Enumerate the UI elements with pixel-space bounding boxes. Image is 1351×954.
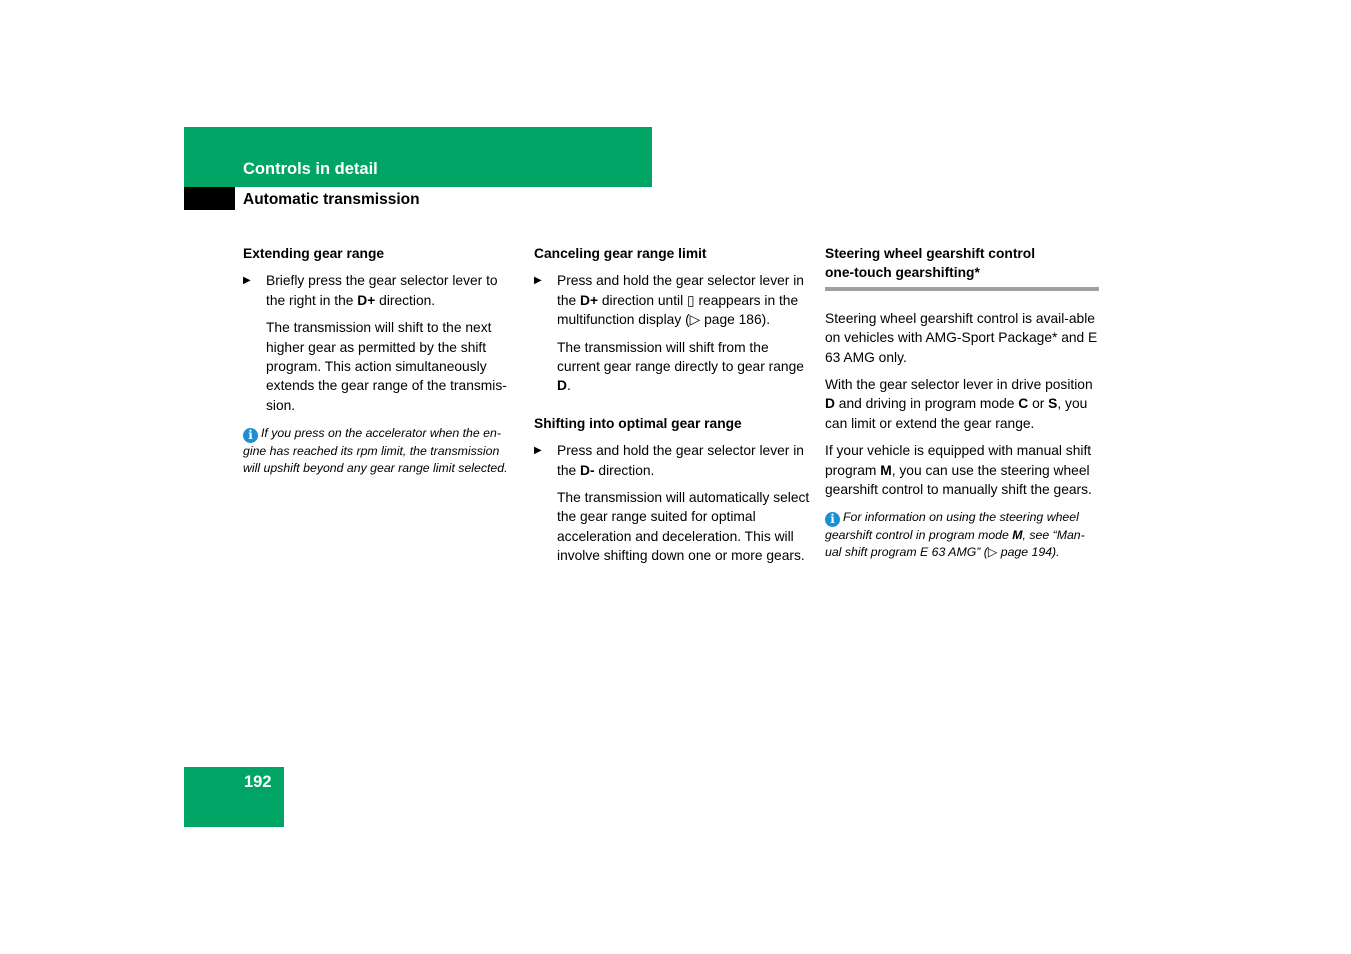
paragraph: If your vehicle is equipped with manual shift program M, you can use the steering wheel gearshift control to manually shift the gears. bbox=[825, 443, 1092, 498]
bullet-arrow-icon: ▶ bbox=[534, 445, 542, 457]
heading-rule bbox=[825, 287, 1099, 291]
column-extending-gear-range bbox=[243, 244, 519, 477]
bullet-arrow-icon: ▶ bbox=[243, 275, 251, 287]
column-gear-range-limit bbox=[534, 244, 810, 574]
info-icon: i bbox=[825, 512, 840, 527]
heading-steering-wheel-gearshift: Steering wheel gearshift control one-touch gearshifting* bbox=[825, 246, 1036, 281]
bullet-arrow-icon: ▶ bbox=[534, 275, 542, 287]
info-note: i If you press on the accelerator when the en-gine has reached its rpm limit, the transmission will upshift beyond any gear range limit selected. bbox=[243, 426, 508, 476]
step-item: ▶ Briefly press the gear selector lever to the right in the D+ direction. bbox=[243, 273, 498, 308]
heading-shifting-optimal-gear-range: Shifting into optimal gear range bbox=[534, 415, 742, 431]
step-result: The transmission will automatically select the gear range suited for optimal acceleration and deceleration. This will involve shifting down one or more gears. bbox=[557, 490, 810, 564]
column-steering-wheel-gearshift bbox=[825, 244, 1099, 561]
info-icon: i bbox=[243, 428, 258, 443]
paragraph: Steering wheel gearshift control is avail-able on vehicles with AMG-Sport Package* and E 63 AMG only. bbox=[825, 310, 1098, 365]
heading-canceling-gear-range-limit: Canceling gear range limit bbox=[534, 246, 707, 261]
gear-indicator-icon: ▯ bbox=[687, 292, 695, 308]
header-marker bbox=[184, 187, 235, 210]
step-item: ▶ Press and hold the gear selector lever in the D+ direction until ▯ reappears in the multifunction display (▷ page 186). bbox=[534, 273, 804, 328]
step-result: The transmission will shift to the next higher gear as permitted by the shift program. This action simultaneously extends the gear range of the transmis-sion. bbox=[266, 320, 507, 413]
section-title: Controls in detail bbox=[243, 160, 378, 178]
step-item: ▶ Press and hold the gear selector lever in the D- direction. bbox=[534, 443, 804, 478]
info-note: i For information on using the steering wheel gearshift control in program mode M, see “Man-ual shift program E 63 AMG” (▷ page 194). bbox=[825, 510, 1085, 560]
heading-extending-gear-range: Extending gear range bbox=[243, 246, 385, 261]
paragraph: With the gear selector lever in drive position D and driving in program mode C or S, you can limit or extend the gear range. bbox=[825, 377, 1093, 431]
section-subtitle: Automatic transmission bbox=[243, 191, 420, 208]
step-result: The transmission will shift from the current gear range directly to gear range D. bbox=[557, 339, 804, 394]
page-number: 192 bbox=[244, 773, 272, 791]
